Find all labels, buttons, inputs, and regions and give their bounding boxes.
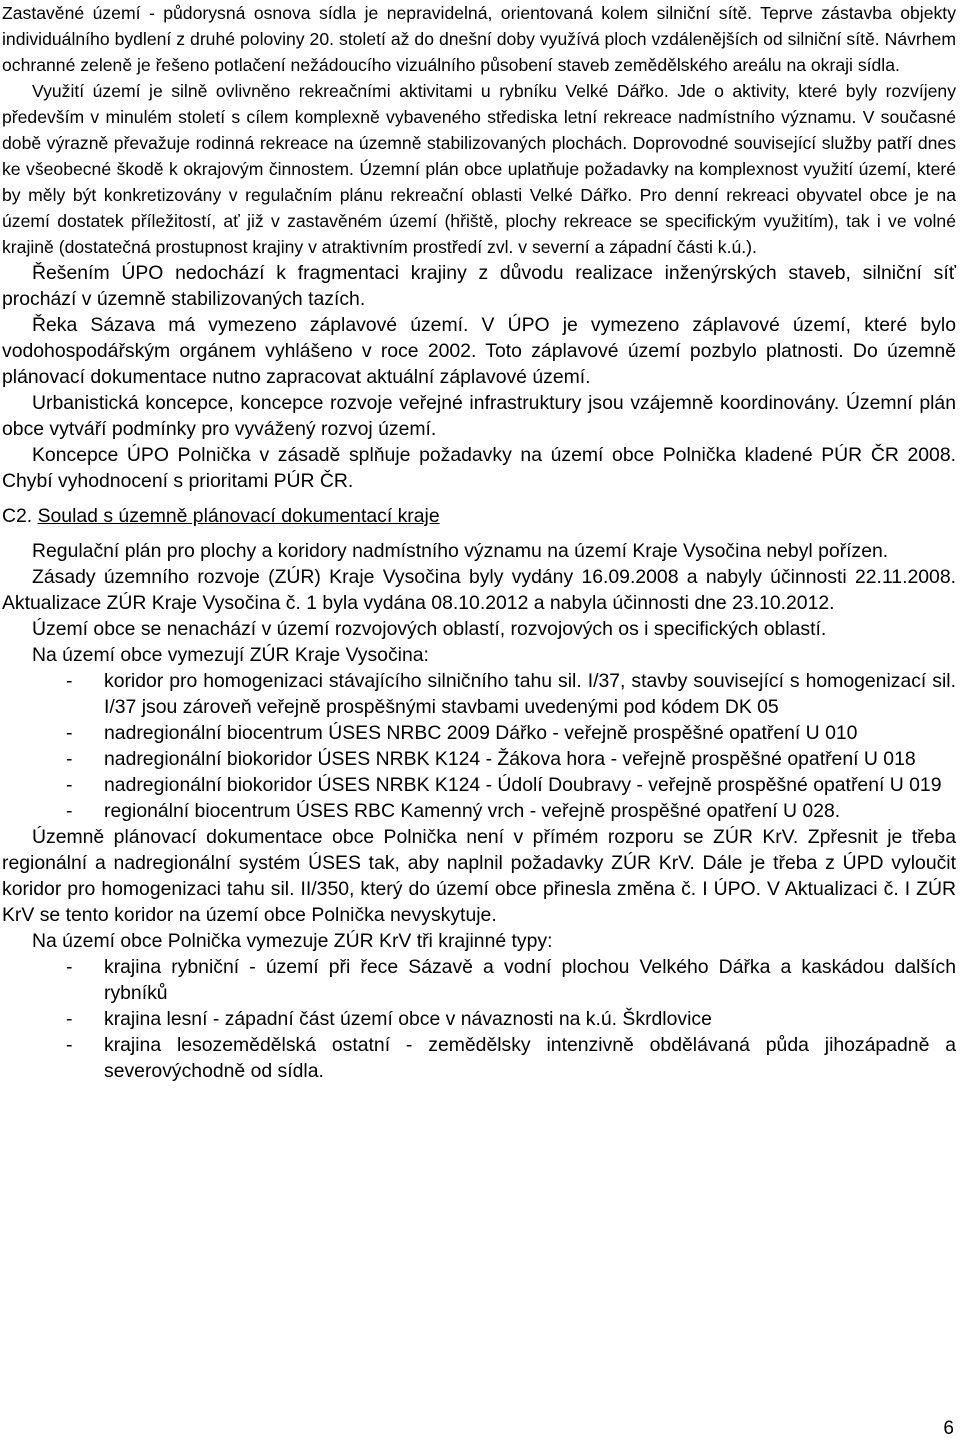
section-spacer bbox=[2, 494, 956, 503]
list-dash: - bbox=[66, 722, 73, 744]
paragraph-fragmentation: Řešením ÚPO nedochází k fragmentaci krajiny z důvodu realizace inženýrských staveb, silniční síť prochází v územně stabilizovaných tazích. bbox=[2, 262, 956, 310]
section-title: Soulad s územně plánovací dokumentací kraje bbox=[37, 505, 440, 527]
section-number: C2. bbox=[2, 505, 33, 527]
list-item: - koridor pro homogenizaci stávajícího silničního tahu sil. I/37, stavby související s homogenizací sil. I/37 jsou zároveň veřejně prospěšnými stavbami uvedenými pod kódem DK 05 bbox=[66, 670, 956, 718]
list-item: - krajina rybniční - území při řece Sázavě a vodní plochou Velkého Dářka a kaskádou dalších rybníků bbox=[66, 956, 956, 1004]
page-number: 6 bbox=[943, 1418, 954, 1439]
landscape-types-list bbox=[2, 954, 956, 1084]
upper-text-block bbox=[2, 0, 956, 260]
paragraph-recreation: Využití území je silně ovlivněno rekreačními aktivitami u rybníku Velké Dářko. Jde o aktivity, které byly rozvíjeny především v minulém století s cílem komplexně vybaveného střediska letní rekreace nadmístního významu. V současné době výrazně převažuje rodinná rekreace na územně stabilizovaných plochách. Doprovodné související služby patří dnes ke všeobecné škodě k okrajovým činnostem. Územní plán obce uplatňuje požadavky na komplexnost využití území, které by měly být konkretizovány v regulačním plánu rekreační oblasti Velké Dářko. Pro denní rekreaci obyvatel obce je na území dostatek příležitostí, ať již v zastavěném území (hřiště, plochy rekreace se specifickým využitím), tak i ve volné krajině (dostatečná prostupnost krajiny v atraktivním prostředí zvl. v severní a západní části k.ú.). bbox=[2, 81, 956, 257]
list-item: - nadregionální biocentrum ÚSES NRBC 2009 Dářko - veřejně prospěšné opatření U 010 bbox=[66, 722, 858, 744]
paragraph-regulation-plan: Regulační plán pro plochy a koridory nadmístního významu na území Kraje Vysočina nebyl pořízen. bbox=[32, 540, 889, 562]
paragraph-built-up-area: Zastavěné území - půdorysná osnova sídla je nepravidelná, orientovaná kolem silniční sítě. Teprve zástavba objekty individuálního bydlení z druhé poloviny 20. století až do dnešní doby využívá ploch vzdálenějších od silniční sítě. Návrhem ochranné zeleně je řešeno potlačení nežádoucího vizuálního působení staveb zemědělského areálu na okraji sídla. bbox=[2, 3, 956, 75]
list-item: - regionální biocentrum ÚSES RBC Kamenný vrch - veřejně prospěšné opatření U 028. bbox=[66, 800, 841, 822]
paragraph-landscape-types: Na území obce Polnička vymezuje ZÚR KrV tři krajinné typy: bbox=[32, 930, 553, 952]
list-item: - nadregionální biokoridor ÚSES NRBK K124 - Žákova hora - veřejně prospěšné opatření U 018 bbox=[66, 748, 916, 770]
paragraph-urban-concept: Urbanistická koncepce, koncepce rozvoje veřejné infrastruktury jsou vzájemně koordinovány. Územní plán obce vytváří podmínky pro vyvážený rozvoj území. bbox=[2, 392, 956, 440]
list-dash: - bbox=[66, 774, 73, 796]
section-spacer bbox=[2, 529, 956, 538]
paragraph-upd-conflict: Územně plánovací dokumentace obce Polnička není v přímém rozporu se ZÚR KrV. Zpřesnit je třeba regionální a nadregionální systém ÚSES tak, aby naplnil požadavky ZÚR KrV. Dále je třeba z ÚPD vyloučit koridor pro homogenizaci tahu sil. II/350, který do území obce přinesla změna č. I ÚPO. V Aktualizaci č. I ZÚR KrV se tento koridor na území obce Polnička nevyskytuje. bbox=[2, 826, 956, 926]
list-item: - krajina lesní - západní část území obce v návaznosti na k.ú. Škrdlovice bbox=[66, 1008, 712, 1030]
list-dash: - bbox=[66, 956, 73, 978]
list-dash: - bbox=[66, 748, 73, 770]
paragraph-pur-compliance: Koncepce ÚPO Polnička v zásadě splňuje požadavky na území obce Polnička kladené PÚR ČR 2008. Chybí vyhodnocení s prioritami PÚR ČR. bbox=[2, 444, 956, 492]
zur-items-list bbox=[2, 668, 956, 824]
list-item: - nadregionální biokoridor ÚSES NRBK K124 - Údolí Doubravy - veřejně prospěšné opatření U 019 bbox=[66, 774, 942, 796]
paragraph-development-areas: Území obce se nenachází v území rozvojových oblastí, rozvojových os i specifických oblastí. bbox=[32, 618, 827, 640]
list-dash: - bbox=[66, 800, 73, 822]
lower-text-block bbox=[2, 260, 956, 1084]
paragraph-flood-zone: Řeka Sázava má vymezeno záplavové území. V ÚPO je vymezeno záplavové území, které bylo vodohospodářským orgánem vyhlášeno v roce 2002. Toto záplavové území pozbylo platnosti. Do územně plánovací dokumentace nutno zapracovat aktuální záplavové území. bbox=[2, 314, 956, 388]
list-dash: - bbox=[66, 1034, 73, 1056]
list-item: - krajina lesozemědělská ostatní - zemědělsky intenzivně obdělávaná půda jihozápadně a severovýchodně od sídla. bbox=[66, 1034, 956, 1082]
paragraph-zur-dates: Zásady územního rozvoje (ZÚR) Kraje Vysočina byly vydány 16.09.2008 a nabyly účinnosti 22.11.2008. Aktualizace ZÚR Kraje Vysočina č. 1 byla vydána 08.10.2012 a nabyla účinnosti dne 23.10.2012. bbox=[2, 566, 956, 614]
list-dash: - bbox=[66, 670, 73, 692]
list-dash: - bbox=[66, 1008, 73, 1030]
section-heading-c2 bbox=[2, 503, 956, 529]
paragraph-zur-defines: Na území obce vymezují ZÚR Kraje Vysočina: bbox=[32, 644, 429, 666]
